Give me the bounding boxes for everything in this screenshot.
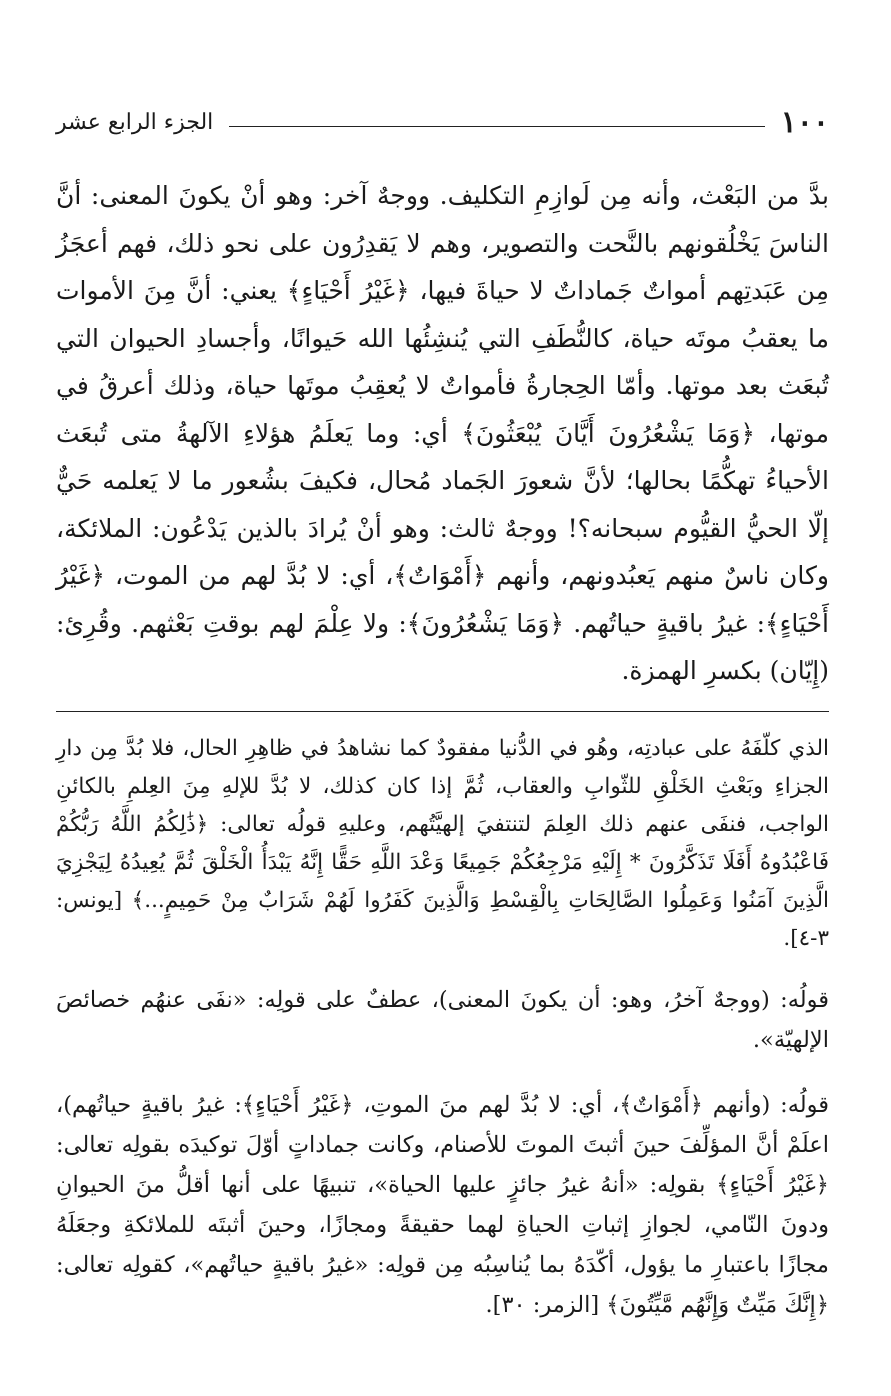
commentary-paragraph-2: قولُه: (وأنهم ﴿أَمْوَاتٌ﴾، أي: لا بُدَّ لهم منَ الموتِ، ﴿غَيْرُ أَحْيَاءٍ﴾: غيرُ باقيةٍ حياتُهم)، اعلَمْ أنَّ المؤلِّفَ حينَ أثبتَ الموتَ للأصنام، وكانت جماداتٍ أوّلَ توكيدَه بقولِه تعالى: ﴿غَيْرُ أَحْيَاءٍ﴾ بقولِه: «أنهُ غيرُ جائزٍ عليها الحياة»، تنبيهًا على أنها أقلُّ منَ الحيوانِ ودونَ النّامي، لجوازِ إثباتِ الحياةِ لهما حقيقةً ومجازًا، وحينَ أثبتَه للملائكةِ وجعَلَهُ مجازًا باعتبارِ ما يؤول، أكّدَهُ بما يُناسِبُه مِن قولِه: «غيرُ باقيةٍ حياتُهم»، كقولِه تعالى: ﴿إِنَّكَ مَيِّتٌ وَإِنَّهُم مَّيِّتُونَ﴾ [الزمر: ٣٠]. — [56, 1091, 829, 1318]
footnote-continuation — [56, 730, 829, 958]
commentary-paragraph-1: قولُه: (ووجهٌ آخرُ، وهو: أن يكونَ المعنى)، عطفٌ على قولِه: «نفَى عنهُم خصائصَ الإلهيّة». — [56, 986, 829, 1053]
page-number: ١٠٠ — [780, 104, 829, 140]
commentary-section — [56, 980, 829, 1325]
running-title: الجزء الرابع عشر — [56, 109, 214, 135]
footnote-separator — [56, 711, 829, 712]
header-rule — [229, 126, 764, 127]
main-text — [56, 172, 829, 695]
running-header — [56, 100, 829, 144]
footnote-paragraph: الذي كلّفَهُ على عبادتِه، وهُو في الدُّنيا مفقودٌ كما نشاهدُ في ظاهِرِ الحال، فلا بُدَّ مِن دارِ الجزاءِ وبَعْثِ الخَلْقِ للثّوابِ والعقاب، ثُمَّ إذا كان كذلك، لا بُدَّ للإلهِ مِنَ العِلمِ بالكائنِ الواجب، فنفَى عنهم ذلك العِلمَ لتنتفيَ إلهيَّتُهم، وعليهِ قولُه تعالى: ﴿ذَٰلِكُمُ اللَّهُ رَبُّكُمْ فَاعْبُدُوهُ أَفَلَا تَذَكَّرُونَ * إِلَيْهِ مَرْجِعُكُمْ جَمِيعًا وَعْدَ اللَّهِ حَقًّا إِنَّهُ يَبْدَأُ الْخَلْقَ ثُمَّ يُعِيدُهُ لِيَجْزِيَ الَّذِينَ آمَنُوا وَعَمِلُوا الصَّالِحَاتِ بِالْقِسْطِ وَالَّذِينَ كَفَرُوا لَهُمْ شَرَابٌ مِنْ حَمِيمٍ...﴾ [يونس: ٣-٤]. — [56, 735, 829, 951]
main-paragraph: بدَّ من البَعْث، وأنه مِن لَوازِمِ التكليف. ووجهٌ آخر: وهو أنْ يكونَ المعنى: أنَّ الناسَ يَخْلُقونهم بالنَّحت والتصوير، وهم لا يَقدِرُون على نحو ذلك، فهم أعجَزُ مِن عَبَدتِهم أمواتٌ جَماداتٌ لا حياةَ فيها، ﴿غَيْرُ أَحْيَاءٍ﴾ يعني: أنَّ مِنَ الأموات ما يعقبُ موتَه حياة، كالنُّطَفِ التي يُنشِئُها الله حَيوانًا، وأجسادِ الحيوان التي تُبعَث بعد موتها. وأمّا الحِجارةُ فأمواتٌ لا يُعقِبُ موتَها حياة، وذلك أعرقُ في موتها، ﴿وَمَا يَشْعُرُونَ أَيَّانَ يُبْعَثُونَ﴾ أي: وما يَعلَمُ هؤلاءِ الآلهةُ متى تُبعَث الأحياءُ تهكُّمًا بحالها؛ لأنَّ شعورَ الجَماد مُحال، فكيفَ بشُعور ما لا يَعلمه حَيٌّ إلّا الحيُّ القيُّوم سبحانه؟! ووجهٌ ثالث: وهو أنْ يُرادَ بالذين يَدْعُون: الملائكة، وكان ناسٌ منهم يَعبُدونهم، وأنهم ﴿أَمْوَاتٌ﴾، أي: لا بُدَّ لهم من الموت، ﴿غَيْرُ أَحْيَاءٍ﴾: غيرُ باقيةٍ حياتُهم. ﴿وَمَا يَشْعُرُونَ﴾: ولا عِلْمَ لهم بوقتِ بَعْثهم. وقُرِئ: (إِيّان) بكسرِ الهمزة. — [56, 181, 829, 685]
